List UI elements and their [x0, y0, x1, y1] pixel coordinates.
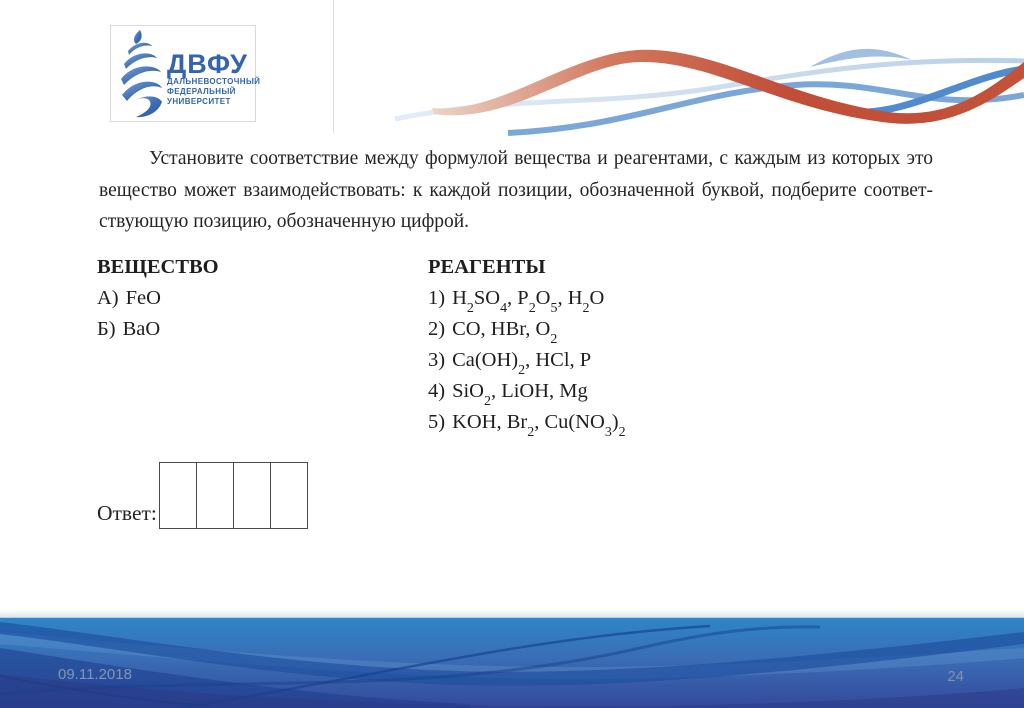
answer-label: Ответ: [97, 501, 157, 525]
question-paragraph: Установите соответствие между формулой вещества и реагентами, с каждым из которых это вещество может взаимодействовать: к каждой позиции, обозначенной буквой, подберите соответствующую позицию, обозначенную цифрой. [99, 148, 933, 232]
reagent-label: 1) [428, 287, 446, 309]
substance-label: А) [97, 287, 119, 309]
footer-top-band [0, 610, 1024, 618]
logo-text-block [167, 49, 261, 107]
substance-item [97, 283, 397, 314]
substance-item [97, 314, 397, 345]
substances-column [97, 252, 397, 345]
reagent-formula: $H_2SO_4$, $P_2O_5$, $H_2O$ [452, 287, 605, 317]
substance-formula: FeO [125, 287, 161, 309]
logo-line-3: УНИВЕРСИТЕТ [167, 97, 231, 106]
answer-cell [159, 462, 197, 529]
logo-abbreviation: ДВФУ [167, 49, 248, 79]
footer-wave-decoration [0, 618, 1024, 708]
reagent-item [428, 283, 758, 317]
university-logo [110, 25, 261, 122]
reagent-item [428, 376, 758, 410]
reagent-item [428, 314, 758, 348]
reagent-label: 5) [428, 411, 446, 433]
dvfu-swirl-icon [116, 29, 164, 119]
reagent-item [428, 407, 758, 441]
substances-header: ВЕЩЕСТВО [97, 256, 219, 278]
slide-date: 09.11.2018 [58, 666, 132, 683]
reagent-label: 3) [428, 349, 446, 371]
logo-line-1: ДАЛЬНЕВОСТОЧНЫЙ [167, 77, 261, 86]
reagents-column [428, 252, 758, 441]
reagent-item [428, 345, 758, 379]
reagent-label: 4) [428, 380, 446, 402]
reagents-header: РЕАГЕНТЫ [428, 256, 546, 278]
substance-formula: BaO [122, 318, 161, 340]
substance-label: Б) [97, 318, 116, 340]
logo-line-2: ФЕДЕРАЛЬНЫЙ [167, 87, 236, 96]
page-number: 24 [947, 668, 964, 685]
reagent-formula: SiO$_2$, LiOH, Mg [452, 380, 588, 410]
reagent-label: 2) [428, 318, 446, 340]
template-vertical-divider [333, 0, 334, 133]
answer-cell [197, 462, 234, 529]
answer-cell [234, 462, 271, 529]
reagent-formula: CO, HBr, $O_2$ [452, 318, 558, 348]
answer-cell [271, 462, 308, 529]
answer-table [159, 462, 308, 529]
reagent-formula: KOH, $Br_2$, $Cu(NO_3)_2$ [452, 411, 626, 441]
decorative-waves-top [340, 15, 1024, 140]
reagent-formula: $Ca(OH)_2$, HCl, P [452, 349, 592, 379]
